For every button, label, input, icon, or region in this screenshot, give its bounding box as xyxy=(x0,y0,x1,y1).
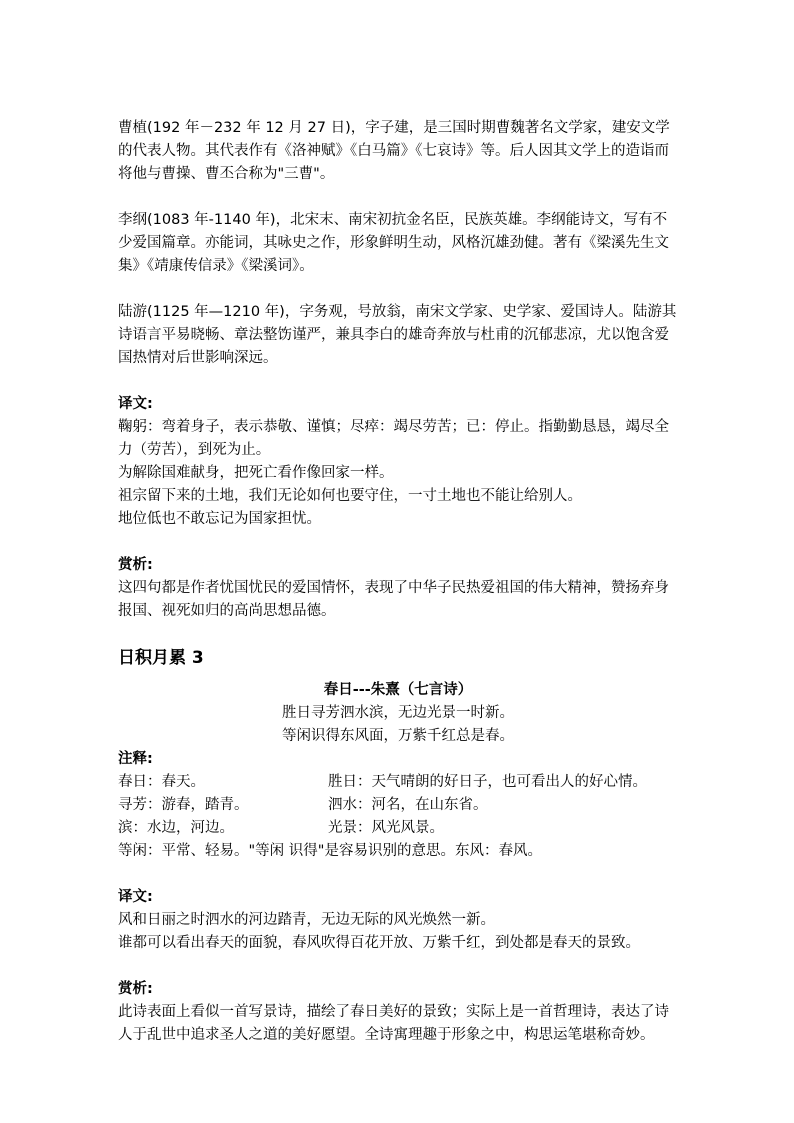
translation-line: 风和日丽之时泗水的河边踏青，无边无际的风光焕然一新。 xyxy=(118,912,495,928)
notes-row xyxy=(118,817,678,840)
translation-line: 地位低也不敢忘记为国家担忧。 xyxy=(118,511,321,527)
document-page xyxy=(118,117,678,1047)
section-title: 日积月累 3 xyxy=(118,648,204,668)
appreciation-label: 赏析: xyxy=(118,557,153,573)
bio-li-gang: 李纲(1083 年-1140 年)，北宋末、南宋初抗金名臣，民族英雄。李纲能诗文，写有不少爱国篇章。亦能词，其咏史之作，形象鲜明生动，风格沉雄劲健。著有《梁溪先生文集》《靖康传信录》《梁溪词》。 xyxy=(118,212,669,274)
note-last: 等闲：平常、轻易。"等闲 识得"是容易识别的意思。东风：春风。 xyxy=(118,843,542,859)
note-left: 滨：水边，河边。 xyxy=(118,820,234,836)
note-left: 春日：春天。 xyxy=(118,774,205,790)
bio-cao-zhi: 曹植(192 年－232 年 12 月 27 日)，字子建，是三国时期曹魏著名文学家，建安文学的代表人物。其代表作有《洛神赋》《白马篇》《七哀诗》等。后人因其文学上的造诣而将他与曹操、曹丕合称为"三曹"。 xyxy=(118,120,670,182)
note-right: 泗水：河名，在山东省。 xyxy=(328,797,488,813)
appreciation-label: 赏析: xyxy=(118,981,153,997)
translation-line: 谁都可以看出春天的面貌，春风吹得百花开放、万紫千红，到处都是春天的景致。 xyxy=(118,935,640,951)
notes-row xyxy=(118,794,678,817)
note-right: 胜日：天气晴朗的好日子，也可看出人的好心情。 xyxy=(328,774,647,790)
note-right: 光景：风光风景。 xyxy=(328,820,444,836)
poem-line: 等闲识得东风面，万紫千红总是春。 xyxy=(282,728,514,744)
appreciation-text: 这四句都是作者忧国忧民的爱国情怀，表现了中华子民热爱祖国的伟大精神，赞扬弃身报国、视死如归的高尚思想品德。 xyxy=(118,580,669,619)
appreciation-text: 此诗表面上看似一首写景诗，描绘了春日美好的景致；实际上是一首哲理诗，表达了诗人于乱世中追求圣人之道的美好愿望。全诗寓理趣于形象之中，构思运笔堪称奇妙。 xyxy=(118,1004,669,1043)
notes-label: 注释: xyxy=(118,751,153,767)
poem-line: 胜日寻芳泗水滨，无边光景一时新。 xyxy=(282,705,514,721)
translation-line: 祖宗留下来的土地，我们无论如何也要守住，一寸土地也不能让给别人。 xyxy=(118,488,582,504)
translation-line: 鞠躬：弯着身子，表示恭敬、谨慎；尽瘁：竭尽劳苦；已：停止。指勤勤恳恳，竭尽全力（劳苦），到死为止。 xyxy=(118,419,669,458)
translation-line: 为解除国难献身，把死亡看作像回家一样。 xyxy=(118,465,394,481)
translation-label: 译文: xyxy=(118,396,153,412)
note-left: 寻芳：游春，踏青。 xyxy=(118,797,249,813)
poem-title: 春日---朱熹（七言诗） xyxy=(323,682,473,698)
notes-row xyxy=(118,771,678,794)
translation-label: 译文: xyxy=(118,889,153,905)
bio-lu-you: 陆游(1125 年—1210 年)，字务观，号放翁，南宋文学家、史学家、爱国诗人。陆游其诗语言平易晓畅、章法整饬谨严，兼具李白的雄奇奔放与杜甫的沉郁悲凉，尤以饱含爱国热情对后世影响深远。 xyxy=(118,304,677,366)
